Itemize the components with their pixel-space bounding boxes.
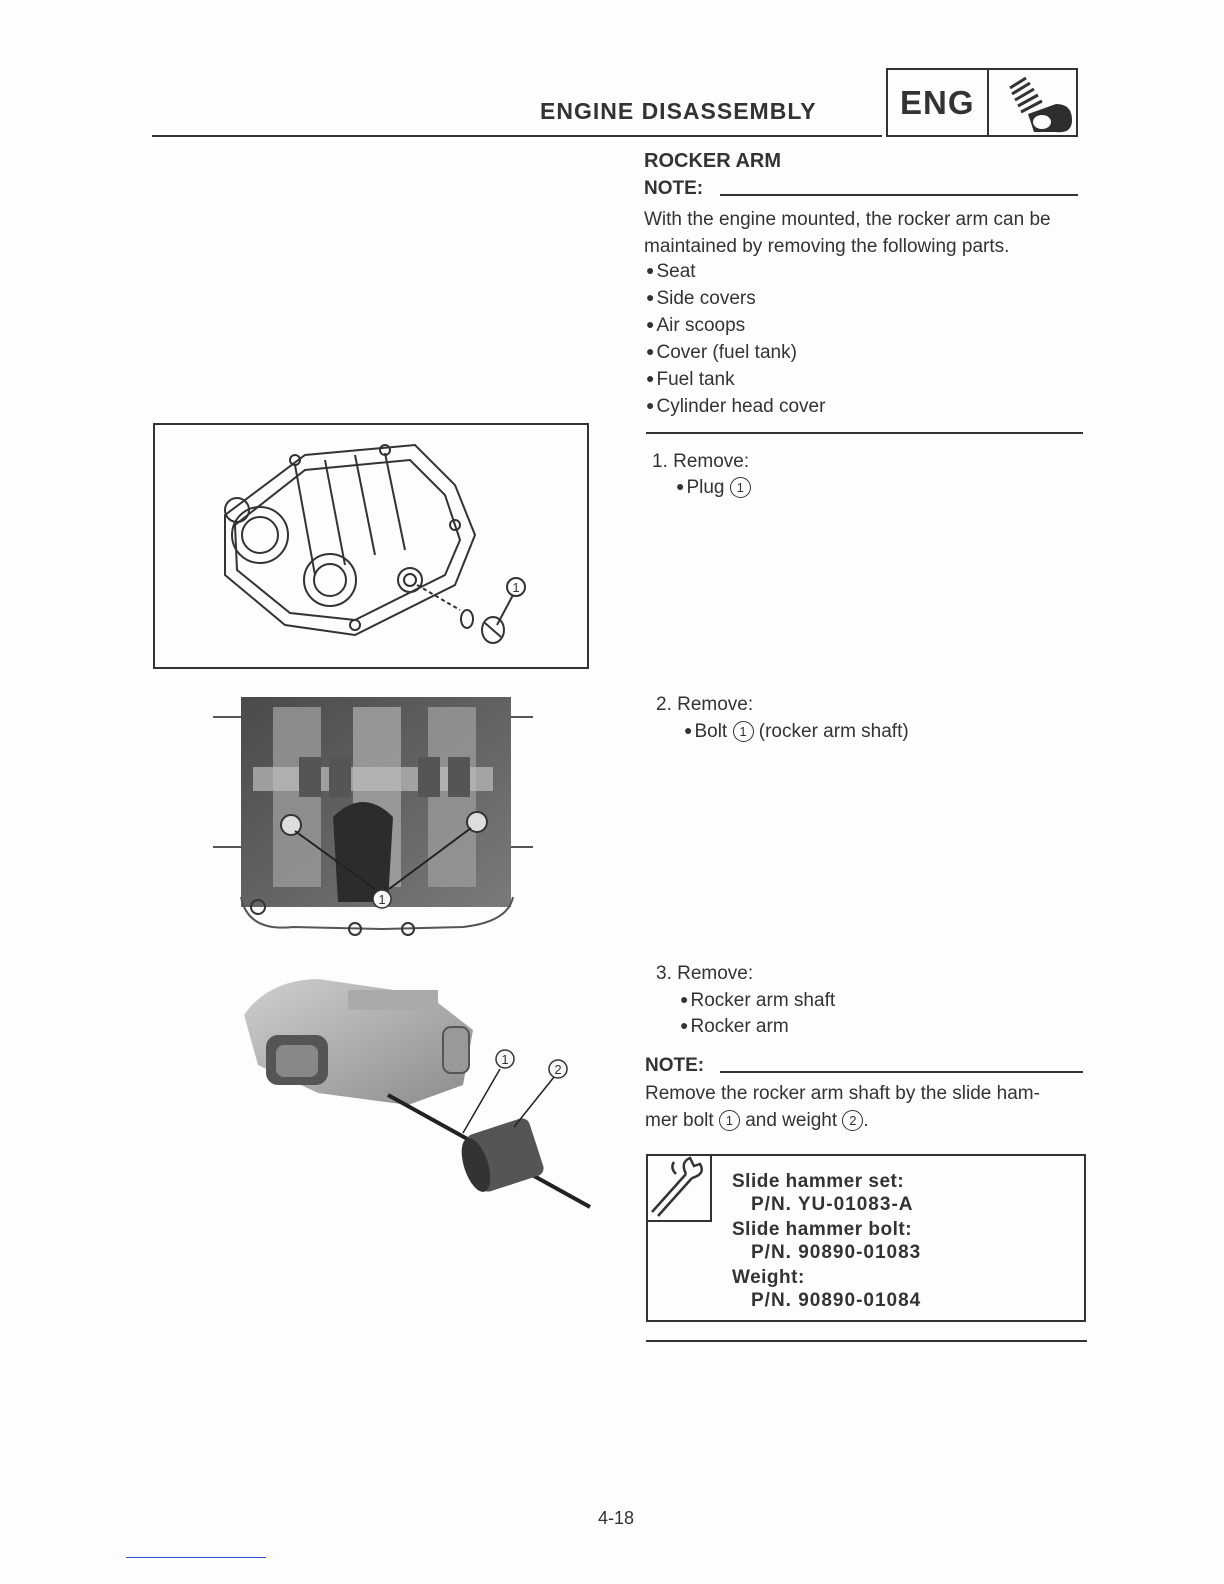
- eng-badge-divider: [987, 70, 989, 136]
- special-tool-icon-frame: [646, 1154, 712, 1222]
- note-text-line2: maintained by removing the following parts.: [644, 236, 1010, 257]
- tool-set-pn: P/N. YU-01083-A: [751, 1194, 914, 1215]
- link-underline: [126, 1557, 266, 1558]
- section-title: ROCKER ARM: [644, 150, 782, 172]
- note-text-line1: With the engine mounted, the rocker arm can be: [644, 209, 1051, 230]
- step-3-item: ● Rocker arm shaft: [680, 990, 836, 1011]
- note2-line1: Remove the rocker arm shaft by the slide ham-: [645, 1083, 1040, 1104]
- note-end-rule: [646, 432, 1083, 434]
- step-3-heading: 3. Remove:: [656, 963, 754, 984]
- tool-end-rule: [646, 1340, 1087, 1342]
- callout-marker: 2: [842, 1110, 863, 1131]
- callout-marker: 1: [730, 477, 751, 498]
- slide-hammer-photo: [238, 975, 594, 1215]
- note2-label: NOTE:: [645, 1055, 705, 1076]
- tool-bolt-label: Slide hammer bolt:: [732, 1219, 913, 1240]
- header-rule: [152, 135, 882, 137]
- figure-callout-label: 2: [554, 1062, 562, 1077]
- step-3-item: ● Rocker arm: [680, 1016, 789, 1037]
- callout-marker: 1: [733, 721, 754, 742]
- step-2-item: ● Bolt 1 (rocker arm shaft): [684, 721, 909, 742]
- part-item: ● Side covers: [646, 288, 756, 309]
- engine-cylinder-icon: [994, 74, 1076, 134]
- step-2-heading: 2. Remove:: [656, 694, 754, 715]
- callout-marker: 1: [719, 1110, 740, 1131]
- rocker-arm-shaft-photo: [213, 697, 591, 942]
- step-1-heading: 1. Remove:: [652, 451, 750, 472]
- note-rule: [720, 194, 1078, 196]
- cylinder-head-cover-illustration: [155, 425, 587, 667]
- figure-callout-label: 1: [501, 1052, 509, 1067]
- wrench-icon: [646, 1154, 708, 1218]
- section-header-title: ENGINE DISASSEMBLY: [540, 98, 817, 124]
- tool-set-label: Slide hammer set:: [732, 1171, 905, 1192]
- step-1-item: ● Plug 1: [676, 477, 751, 499]
- part-item: ● Fuel tank: [646, 369, 735, 390]
- part-item: ● Cover (fuel tank): [646, 342, 797, 363]
- note-label: NOTE:: [644, 178, 704, 199]
- part-item: ● Cylinder head cover: [646, 396, 826, 417]
- part-item: ● Air scoops: [646, 315, 746, 336]
- tool-weight-pn: P/N. 90890-01084: [751, 1290, 922, 1311]
- figure-callout-label: 1: [378, 892, 386, 907]
- eng-badge-text: ENG: [900, 84, 975, 121]
- part-item: ● Seat: [646, 261, 696, 282]
- note2-rule: [720, 1071, 1083, 1073]
- note2-line2: mer bolt 1 and weight 2 .: [645, 1110, 869, 1131]
- tool-weight-label: Weight:: [732, 1267, 805, 1288]
- tool-bolt-pn: P/N. 90890-01083: [751, 1242, 922, 1263]
- page-number: 4-18: [598, 1508, 635, 1528]
- figure-callout-label: 1: [512, 580, 520, 595]
